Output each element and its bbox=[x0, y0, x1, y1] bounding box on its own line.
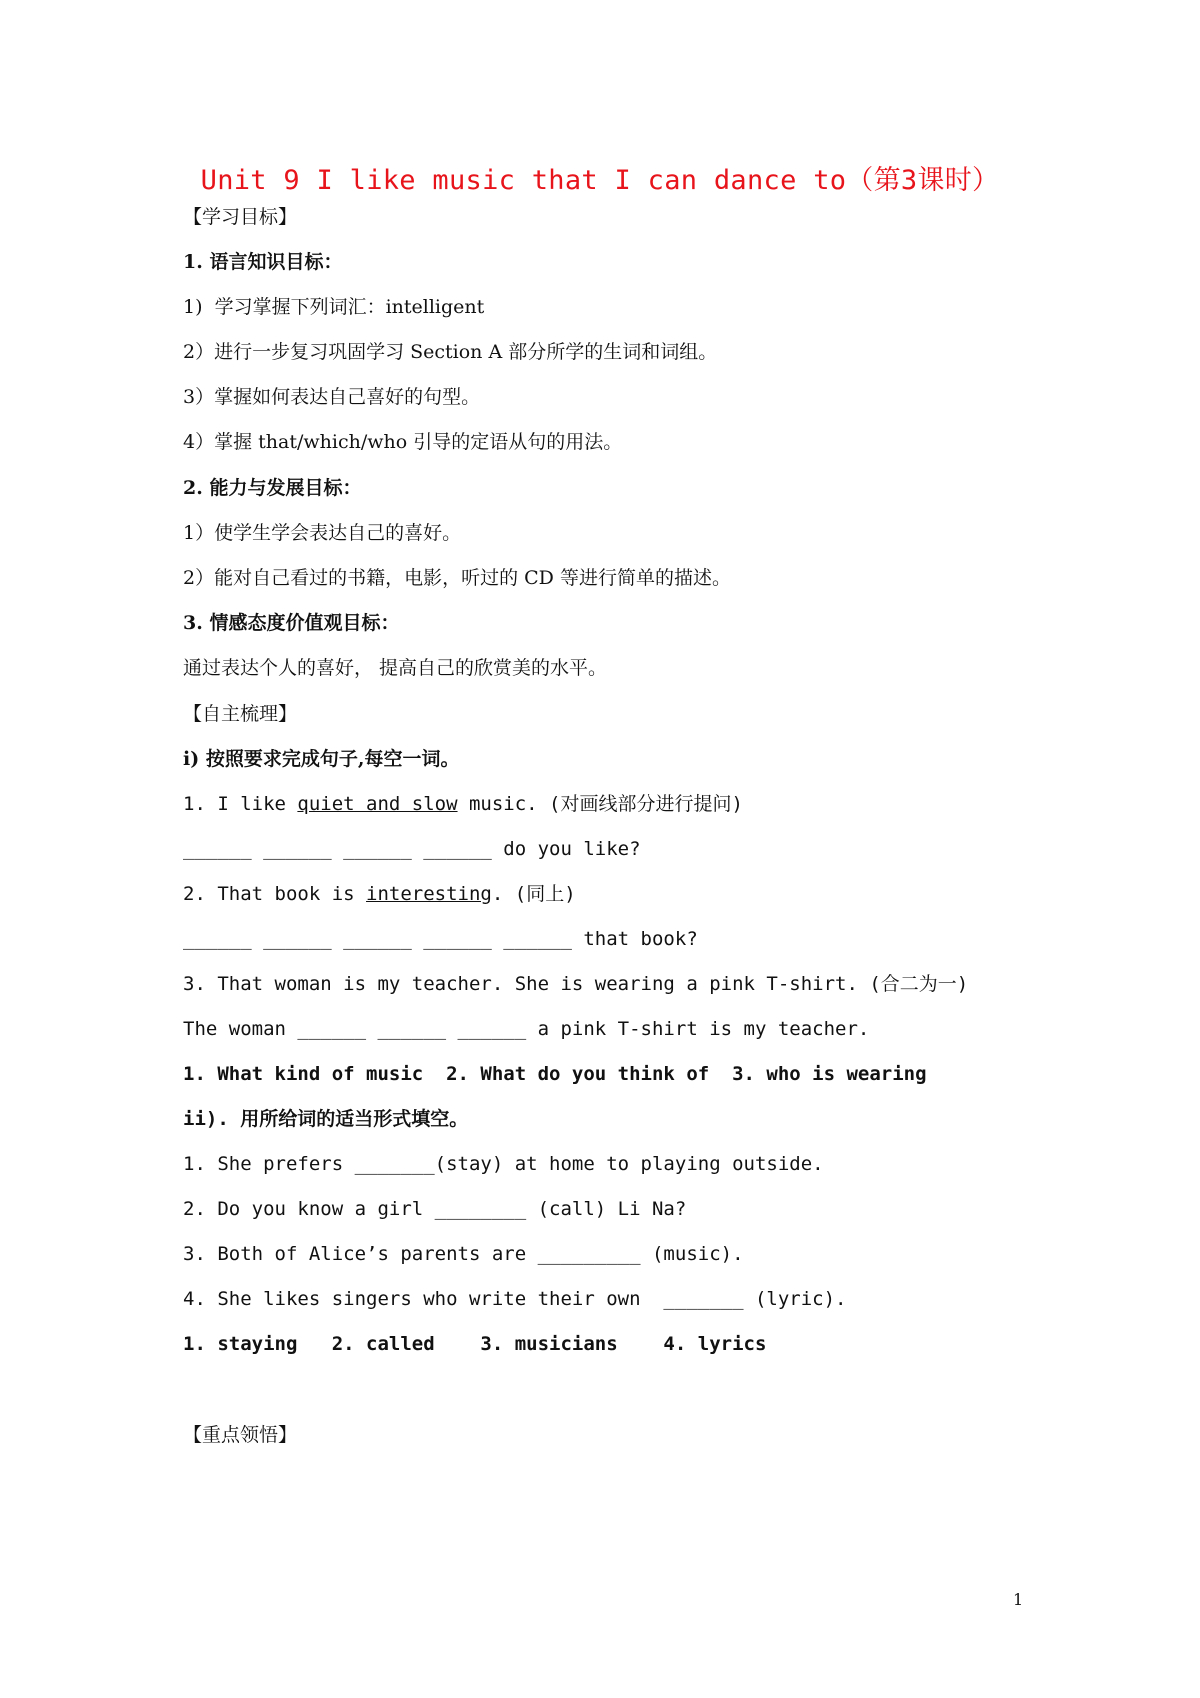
page-number: 1 bbox=[1013, 1590, 1024, 1609]
exercise2-heading: ii). 用所给词的适当形式填空。 bbox=[183, 1108, 469, 1130]
exercise2-question-2: 2. Do you know a girl ________ (call) Li Na? bbox=[183, 1198, 687, 1220]
exercise1-heading: i) 按照要求完成句子,每空一词。 bbox=[183, 748, 460, 770]
exercise2-question-3: 3. Both of Alice’s parents are _________ (music). bbox=[183, 1243, 744, 1265]
key-points-header: 【重点领悟】 bbox=[183, 1424, 298, 1446]
goal-line-1: 1) 学习掌握下列词汇：intelligent bbox=[183, 296, 485, 318]
language-goal-heading: 1. 语言知识目标： bbox=[183, 251, 343, 273]
exercise1-question-2: 2. That book is interesting. (同上) bbox=[183, 883, 576, 905]
exercise1-answers: 1. What kind of music 2. What do you think of 3. who is wearing bbox=[183, 1063, 927, 1085]
exercise1-question-3: 3. That woman is my teacher. She is wearing a pink T-shirt. (合二为一) bbox=[183, 973, 969, 995]
attitude-line: 通过表达个人的喜好， 提高自己的欣赏美的水平。 bbox=[183, 657, 608, 679]
exercise1-blank-2: ______ ______ ______ ______ ______ that book? bbox=[183, 928, 698, 950]
ability-goal-heading: 2. 能力与发展目标： bbox=[183, 477, 362, 499]
exercise1-blank-3: The woman ______ ______ ______ a pink T-shirt is my teacher. bbox=[183, 1018, 870, 1040]
exercise2-answers: 1. staying 2. called 3. musicians 4. lyrics bbox=[183, 1333, 767, 1355]
exercise2-question-4: 4. She likes singers who write their own _______ (lyric). bbox=[183, 1288, 847, 1310]
goal-line-2: 2）进行一步复习巩固学习 Section A 部分所学的生词和词组。 bbox=[183, 341, 718, 363]
self-study-header: 【自主梳理】 bbox=[183, 703, 298, 725]
goal-line-4: 4）掌握 that/which/who 引导的定语从句的用法。 bbox=[183, 431, 623, 453]
exercise2-question-1: 1. She prefers _______(stay) at home to playing outside. bbox=[183, 1153, 824, 1175]
attitude-goal-heading: 3. 情感态度价值观目标： bbox=[183, 612, 400, 634]
objectives-header: 【学习目标】 bbox=[183, 206, 298, 228]
goal-line-3: 3）掌握如何表达自己喜好的句型。 bbox=[183, 386, 481, 408]
ability-line-1: 1）使学生学会表达自己的喜好。 bbox=[183, 522, 462, 544]
exercise1-question-1: 1. I like quiet and slow music. (对画线部分进行提问) bbox=[183, 793, 743, 815]
exercise1-blank-1: ______ ______ ______ ______ do you like? bbox=[183, 838, 641, 860]
page-title: Unit 9 I like music that I can dance to（第3课时） bbox=[200, 165, 1000, 196]
ability-line-2: 2）能对自己看过的书籍，电影，听过的 CD 等进行简单的描述。 bbox=[183, 567, 731, 589]
